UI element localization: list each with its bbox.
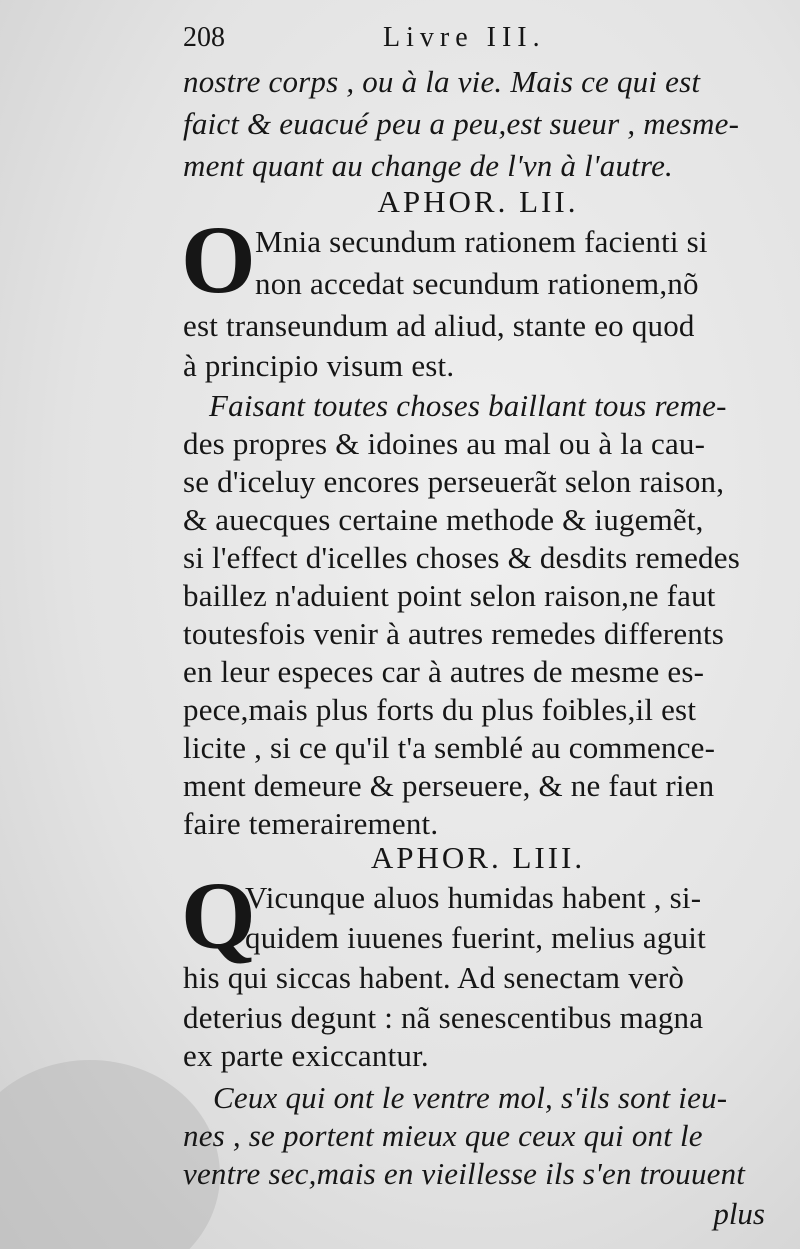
- latin-line: non accedat secundum rationem,nõ: [255, 266, 699, 301]
- french-line: toutesfois venir à autres remedes differents: [183, 616, 725, 651]
- latin-line: ex parte exiccantur.: [183, 1038, 429, 1073]
- text-line: ment quant au change de l'vn à l'autre.: [183, 148, 673, 183]
- page-number: 208: [183, 22, 225, 53]
- french-line: Ceux qui ont le ventre mol, s'ils sont ieu-: [213, 1080, 728, 1115]
- text-line: faict & euacué peu a peu,est sueur , mesme-: [183, 106, 740, 141]
- text-line: nostre corps , ou à la vie. Mais ce qui est: [183, 64, 701, 99]
- aphorism-heading: APHOR. LIII.: [370, 840, 586, 875]
- latin-line: his qui siccas habent. Ad senectam verò: [183, 960, 685, 995]
- french-line: baillez n'aduient point selon raison,ne faut: [183, 578, 716, 613]
- drop-cap: Q: [181, 862, 256, 969]
- french-line: licite , si ce qu'il t'a semblé au commence-: [183, 730, 716, 765]
- french-line: & auecques certaine methode & iugemẽt,: [183, 502, 704, 537]
- drop-cap: O: [181, 206, 256, 313]
- aphorism-heading: APHOR. LII.: [377, 184, 579, 219]
- french-line: faire temerairement.: [183, 806, 439, 841]
- french-line: ventre sec,mais en vieillesse ils s'en trouuent: [183, 1156, 746, 1191]
- latin-line: est transeundum ad aliud, stante eo quod: [183, 308, 695, 343]
- french-line: ment demeure & perseuere, & ne faut rien: [183, 768, 715, 803]
- french-line: en leur especes car à autres de mesme es-: [183, 654, 705, 689]
- latin-line: Mnia secundum rationem facienti si: [255, 224, 708, 259]
- french-line: Faisant toutes choses baillant tous reme-: [209, 388, 727, 423]
- latin-line: deterius degunt : nã senescentibus magna: [183, 1000, 704, 1035]
- book-title: Livre III.: [383, 22, 546, 53]
- french-line: se d'iceluy encores perseuerãt selon raison,: [183, 464, 725, 499]
- french-line: pece,mais plus forts du plus foibles,il est: [183, 692, 697, 727]
- latin-line: à principio visum est.: [183, 348, 455, 383]
- latin-line: Vicunque aluos humidas habent , si-: [245, 880, 702, 915]
- catchword: plus: [713, 1196, 765, 1231]
- latin-line: quidem iuuenes fuerint, melius aguit: [245, 920, 706, 955]
- french-line: si l'effect d'icelles choses & desdits remedes: [183, 540, 740, 575]
- running-head: [183, 18, 773, 58]
- french-line: nes , se portent mieux que ceux qui ont le: [183, 1118, 703, 1153]
- french-line: des propres & idoines au mal ou à la cau-: [183, 426, 706, 461]
